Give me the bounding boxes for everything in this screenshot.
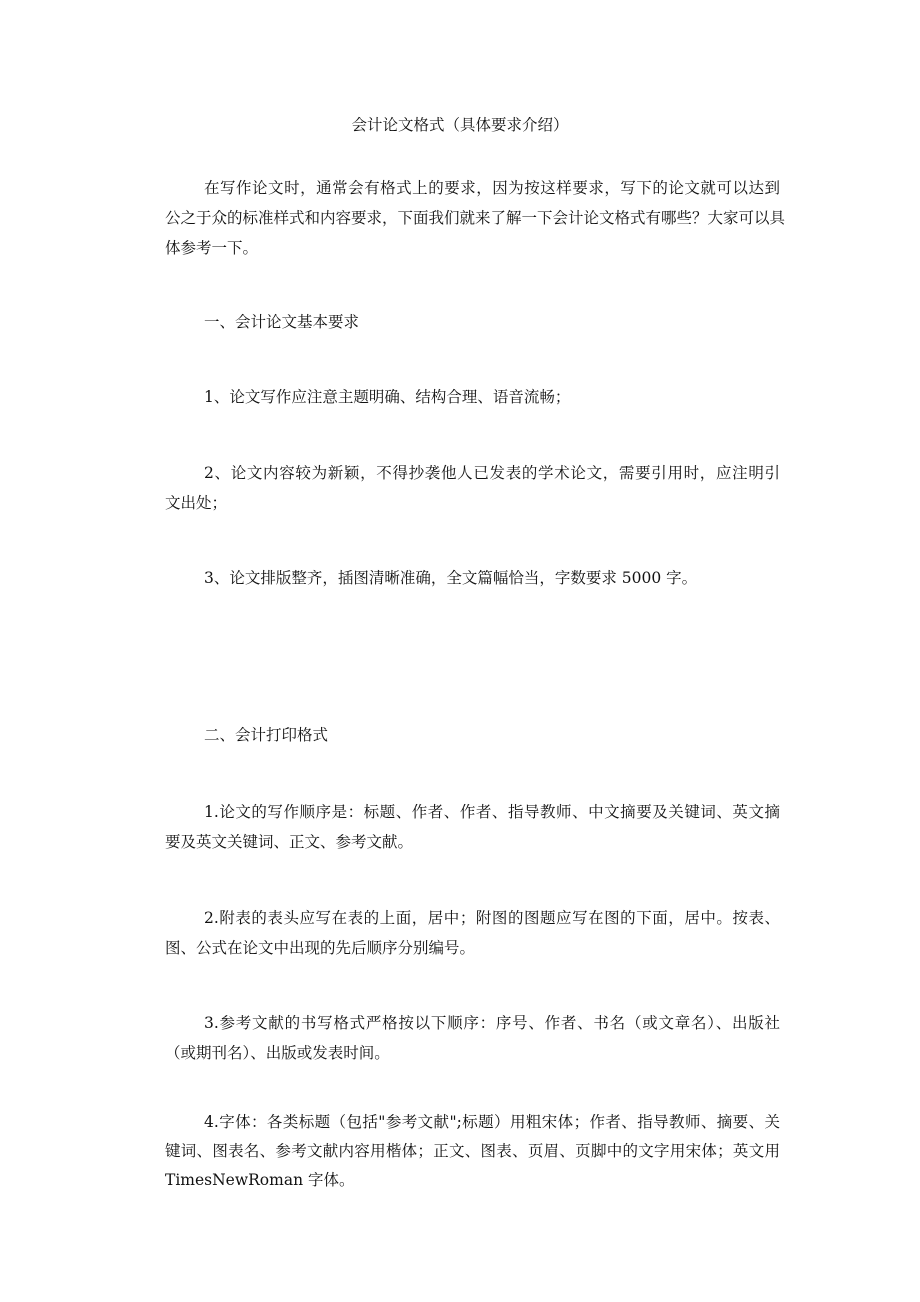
section2-item: 3.参考文献的书写格式严格按以下顺序：序号、作者、书名（或文章名）、出版社 [204, 1014, 780, 1032]
section2-item: TimesNewRoman 字体。 [165, 1171, 355, 1189]
section2-heading: 二、会计打印格式 [204, 726, 329, 744]
section2-item: 2.附表的表头应写在表的上面，居中；附图的图题应写在图的下面，居中。按表、 [204, 909, 780, 927]
section2-item: 图、公式在论文中出现的先后顺序分别编号。 [165, 939, 476, 957]
section1-item: 2、论文内容较为新颖，不得抄袭他人已发表的学术论文，需要引用时，应注明引 [204, 464, 780, 482]
intro-line: 体参考一下。 [165, 239, 259, 257]
section1-item: 1、论文写作应注意主题明确、结构合理、语音流畅； [204, 388, 571, 406]
intro-line: 公之于众的标准样式和内容要求，下面我们就来了解一下会计论文格式有哪些？大家可以具 [165, 209, 786, 227]
section2-item: 4.字体：各类标题（包括"参考文献";标题）用粗宋体；作者、指导教师、摘要、关 [204, 1113, 780, 1131]
section1-item: 文出处； [165, 494, 228, 512]
section2-item: 要及英文关键词、正文、参考文献。 [165, 833, 414, 851]
section2-item: 键词、图表名、参考文献内容用楷体；正文、图表、页眉、页脚中的文字用宋体；英文用 [165, 1142, 780, 1160]
section2-item: 1.论文的写作顺序是：标题、作者、作者、指导教师、中文摘要及关键词、英文摘 [204, 803, 780, 821]
document-title: 会计论文格式（具体要求介绍） [351, 116, 569, 134]
section1-heading: 一、会计论文基本要求 [204, 313, 360, 331]
intro-line: 在写作论文时，通常会有格式上的要求，因为按这样要求，写下的论文就可以达到 [204, 179, 780, 197]
section1-item: 3、论文排版整齐，插图清晰准确，全文篇幅恰当，字数要求 5000 字。 [204, 569, 698, 587]
section2-item: （或期刊名）、出版或发表时间。 [165, 1044, 390, 1062]
